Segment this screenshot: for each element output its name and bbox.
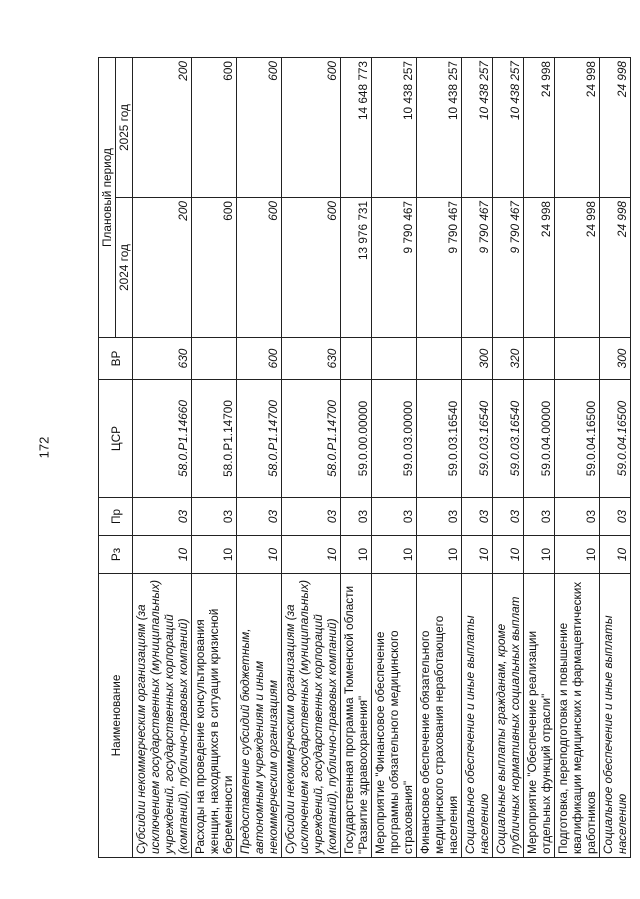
cell-2025: 600 bbox=[282, 58, 341, 198]
cell-name: Мероприятие "Обеспечение реализации отдельных функций отрасли" bbox=[524, 574, 555, 858]
cell-2025: 10 438 257 bbox=[417, 58, 462, 198]
cell-2024: 9 790 467 bbox=[372, 198, 417, 338]
table-row bbox=[372, 58, 417, 858]
table-row bbox=[417, 58, 462, 858]
cell-2024: 24 998 bbox=[524, 198, 555, 338]
cell-pr: 03 bbox=[133, 498, 192, 536]
cell-name: Предоставление субсидий бюджетным, автономным учреждениям и иным некоммерческим организациям bbox=[237, 574, 282, 858]
cell-csr: 59.0.03.00000 bbox=[372, 380, 417, 498]
header-rz: Рз bbox=[99, 536, 133, 574]
header-vr: ВР bbox=[99, 338, 133, 380]
cell-2024: 9 790 467 bbox=[417, 198, 462, 338]
cell-pr: 03 bbox=[600, 498, 631, 536]
cell-pr: 03 bbox=[555, 498, 600, 536]
budget-table-rotated bbox=[98, 58, 628, 858]
cell-csr: 58.0.P1.14700 bbox=[192, 380, 237, 498]
cell-pr: 03 bbox=[524, 498, 555, 536]
cell-name: Субсидии некоммерческим организациям (за исключением государственных (муниципальных) учреждений, государственных корпораций (компаний), публично-правовых компаний) bbox=[133, 574, 192, 858]
header-name: Наименование bbox=[99, 574, 133, 858]
cell-rz: 10 bbox=[524, 536, 555, 574]
cell-rz: 10 bbox=[600, 536, 631, 574]
header-pr: Пр bbox=[99, 498, 133, 536]
cell-2024: 600 bbox=[282, 198, 341, 338]
cell-name: Субсидии некоммерческим организациям (за исключением государственных (муниципальных) учреждений, государственных корпораций (компаний), публично-правовых компаний) bbox=[282, 574, 341, 858]
cell-name: Расходы на проведение консультирования женщин, находящихся в ситуации кризисной беременности bbox=[192, 574, 237, 858]
cell-2025: 600 bbox=[237, 58, 282, 198]
cell-rz: 10 bbox=[282, 536, 341, 574]
cell-rz: 10 bbox=[417, 536, 462, 574]
table-row bbox=[493, 58, 524, 858]
cell-name: Социальные выплаты гражданам, кроме публичных нормативных социальных выплат bbox=[493, 574, 524, 858]
cell-vr bbox=[555, 338, 600, 380]
cell-2025: 10 438 257 bbox=[493, 58, 524, 198]
cell-2024: 200 bbox=[133, 198, 192, 338]
cell-csr: 59.0.03.16540 bbox=[462, 380, 493, 498]
cell-2024: 9 790 467 bbox=[462, 198, 493, 338]
cell-csr: 59.0.03.16540 bbox=[493, 380, 524, 498]
cell-2025: 24 998 bbox=[555, 58, 600, 198]
cell-2024: 600 bbox=[192, 198, 237, 338]
cell-vr: 630 bbox=[282, 338, 341, 380]
cell-csr: 58.0.P1.14700 bbox=[282, 380, 341, 498]
cell-2025: 200 bbox=[133, 58, 192, 198]
page-number: 172 bbox=[36, 436, 52, 459]
cell-rz: 10 bbox=[462, 536, 493, 574]
cell-pr: 03 bbox=[341, 498, 372, 536]
table-row bbox=[282, 58, 341, 858]
cell-2024: 24 998 bbox=[555, 198, 600, 338]
cell-2025: 24 998 bbox=[524, 58, 555, 198]
cell-2024: 9 790 467 bbox=[493, 198, 524, 338]
cell-vr: 630 bbox=[133, 338, 192, 380]
header-2025: 2025 год bbox=[116, 58, 133, 198]
cell-2025: 600 bbox=[192, 58, 237, 198]
cell-name: Государственная программа Тюменской области "Развитие здравоохранения" bbox=[341, 574, 372, 858]
cell-pr: 03 bbox=[493, 498, 524, 536]
cell-name: Финансовое обеспечение обязательного медицинского страхования неработающего населения bbox=[417, 574, 462, 858]
table-body bbox=[133, 58, 631, 858]
table-row bbox=[600, 58, 631, 858]
budget-table bbox=[98, 57, 631, 858]
cell-name: Социальное обеспечение и иные выплаты населению bbox=[600, 574, 631, 858]
cell-csr: 59.0.04.00000 bbox=[524, 380, 555, 498]
header-planned-period: Плановый период bbox=[99, 58, 116, 338]
cell-name: Подготовка, переподготовка и повышение квалификации медицинских и фармацевтических работников bbox=[555, 574, 600, 858]
table-row bbox=[555, 58, 600, 858]
cell-vr: 300 bbox=[600, 338, 631, 380]
header-2024: 2024 год bbox=[116, 198, 133, 338]
cell-rz: 10 bbox=[192, 536, 237, 574]
cell-2025: 24 998 bbox=[600, 58, 631, 198]
cell-pr: 03 bbox=[417, 498, 462, 536]
cell-vr bbox=[417, 338, 462, 380]
cell-rz: 10 bbox=[133, 536, 192, 574]
cell-pr: 03 bbox=[462, 498, 493, 536]
cell-name: Социальное обеспечение и иные выплаты населению bbox=[462, 574, 493, 858]
cell-pr: 03 bbox=[372, 498, 417, 536]
table-row bbox=[192, 58, 237, 858]
cell-2024: 13 976 731 bbox=[341, 198, 372, 338]
cell-vr bbox=[341, 338, 372, 380]
table-row bbox=[341, 58, 372, 858]
cell-csr: 59.0.00.00000 bbox=[341, 380, 372, 498]
table-row bbox=[524, 58, 555, 858]
cell-vr bbox=[192, 338, 237, 380]
cell-pr: 03 bbox=[282, 498, 341, 536]
cell-vr bbox=[524, 338, 555, 380]
table-row bbox=[462, 58, 493, 858]
cell-pr: 03 bbox=[192, 498, 237, 536]
header-csr: ЦСР bbox=[99, 380, 133, 498]
cell-pr: 03 bbox=[237, 498, 282, 536]
table-row bbox=[237, 58, 282, 858]
cell-csr: 59.0.03.16540 bbox=[417, 380, 462, 498]
table-row bbox=[133, 58, 192, 858]
cell-csr: 58.0.P1.14700 bbox=[237, 380, 282, 498]
cell-vr: 300 bbox=[462, 338, 493, 380]
cell-csr: 59.0.04.16500 bbox=[555, 380, 600, 498]
cell-rz: 10 bbox=[341, 536, 372, 574]
cell-rz: 10 bbox=[372, 536, 417, 574]
cell-csr: 58.0.P1.14660 bbox=[133, 380, 192, 498]
cell-vr bbox=[372, 338, 417, 380]
cell-vr: 600 bbox=[237, 338, 282, 380]
cell-rz: 10 bbox=[555, 536, 600, 574]
cell-rz: 10 bbox=[237, 536, 282, 574]
cell-2024: 24 998 bbox=[600, 198, 631, 338]
cell-2025: 10 438 257 bbox=[462, 58, 493, 198]
cell-name: Мероприятие "Финансовое обеспечение программы обязательного медицинского страхования" bbox=[372, 574, 417, 858]
cell-csr: 59.0.04.16500 bbox=[600, 380, 631, 498]
cell-2025: 10 438 257 bbox=[372, 58, 417, 198]
cell-2025: 14 648 773 bbox=[341, 58, 372, 198]
cell-rz: 10 bbox=[493, 536, 524, 574]
cell-vr: 320 bbox=[493, 338, 524, 380]
cell-2024: 600 bbox=[237, 198, 282, 338]
